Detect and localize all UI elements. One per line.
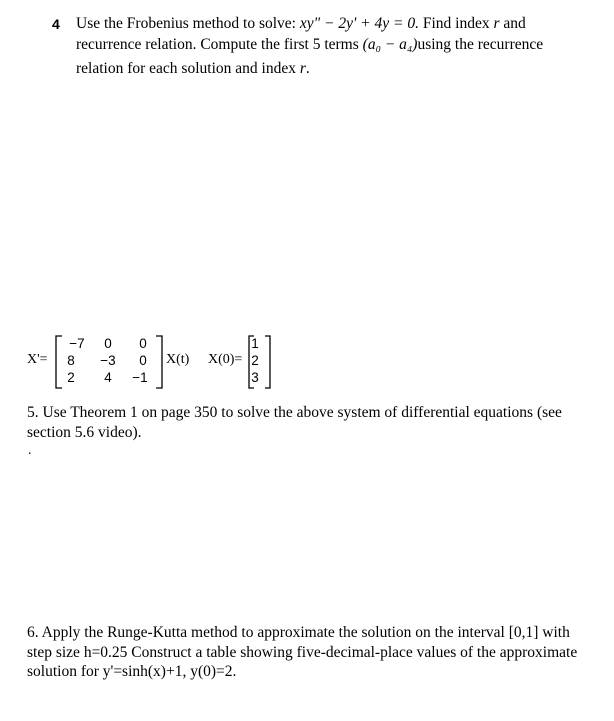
problem-6-line-1: 6. Apply the Runge-Kutta method to approximate the solution on the interval [0,1] with (27, 624, 570, 641)
index-variable: r (493, 15, 500, 32)
lhs-label: X'= (27, 352, 48, 367)
matrix-cell: −3 (100, 353, 116, 368)
problem-6-line-2: step size h=0.25 Construct a table showing five-decimal-place values of the approximate (27, 644, 578, 661)
problem-4-number: 4 (52, 16, 60, 32)
matrix-cell: 2 (67, 370, 75, 385)
vector-entry: 3 (251, 370, 259, 385)
matrix-cell: −1 (132, 370, 148, 385)
problem-4-line-1 (76, 15, 526, 33)
matrix-cell: 4 (104, 370, 112, 385)
problem-4-line-3-end: . (305, 60, 310, 77)
index-variable-2: r (299, 60, 306, 77)
frobenius-equation: xy" − 2y' + 4y = 0. (299, 15, 419, 32)
matrix-cell: 0 (104, 336, 112, 351)
matrix-right-bracket (153, 334, 165, 390)
matrix-cell: 0 (139, 353, 147, 368)
matrix-cell: 8 (67, 353, 75, 368)
rhs-label: X(t) (166, 352, 190, 367)
problem-4-relation-text: relation for each solution and index (76, 60, 300, 77)
problem-4-line-1-end: and (499, 15, 526, 32)
problem-4-line-3 (76, 60, 310, 78)
problem-4-line-2 (76, 36, 543, 54)
initial-condition-label: X(0)= (208, 352, 243, 367)
vector-right-bracket (263, 334, 273, 390)
matrix-cell: 0 (139, 336, 147, 351)
problem-6-line-3: solution for y'=sinh(x)+1, y(0)=2. (27, 663, 237, 680)
problem-4-line-2-end: using the recurrence (417, 36, 544, 53)
problem-5-line-1: 5. Use Theorem 1 on page 350 to solve the above system of differential equations (see (27, 404, 562, 421)
vector-entry: 2 (251, 353, 259, 368)
problem-4-intro: Use the Frobenius method to solve: (76, 15, 300, 32)
problem-4-recurrence-text: recurrence relation. Compute the first 5 terms (76, 36, 363, 53)
terms-range: (a₀ − a₄) (362, 36, 418, 53)
problem-4-find-index: Find index (418, 15, 494, 32)
matrix-cell: −7 (69, 336, 85, 351)
stray-mark: . (28, 443, 32, 458)
problem-5-line-2: section 5.6 video). (27, 424, 142, 441)
vector-entry: 1 (251, 336, 259, 351)
